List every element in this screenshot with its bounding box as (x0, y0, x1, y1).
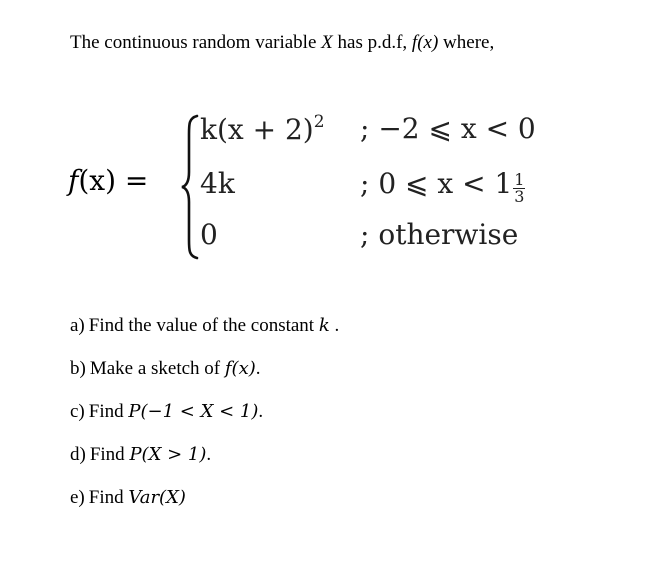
question-c-label: c) (70, 401, 85, 422)
case-1-exponent: 2 (313, 112, 325, 132)
question-e (70, 487, 186, 509)
question-a-suffix: . (329, 315, 340, 336)
case-2-fraction (513, 172, 525, 205)
question-a-text: Find the value of the constant (88, 315, 319, 336)
fraction-numerator: 1 (514, 170, 525, 189)
question-a (70, 315, 339, 337)
question-c-suffix: . (258, 401, 264, 422)
problem-intro (70, 32, 494, 54)
case-1-expr-main: k(x + 2) (200, 113, 314, 146)
case-3-condition: ; otherwise (360, 218, 519, 251)
question-b (70, 358, 261, 380)
question-c (70, 401, 263, 423)
case-3-expression: 0 (200, 218, 218, 251)
case-1-condition: ; −2 ⩽ x < 0 (360, 112, 536, 145)
case-2-condition-prefix: ; 0 ⩽ x < 1 (360, 167, 513, 200)
case-2-expression: 4k (200, 167, 235, 200)
intro-text-before: The continuous random variable (70, 32, 322, 53)
question-e-math: Var(X) (128, 487, 186, 508)
question-b-label: b) (70, 358, 86, 379)
pdf-lhs-function: f (68, 164, 79, 197)
case-2-condition (360, 167, 525, 205)
question-a-math: k (318, 315, 330, 336)
question-d-text: Find (89, 444, 130, 465)
question-d-label: d) (70, 444, 86, 465)
intro-text-middle: has p.d.f, (332, 32, 412, 53)
question-d (70, 444, 211, 466)
piecewise-pdf-definition (68, 112, 568, 260)
question-b-text: Make a sketch of (89, 358, 225, 379)
intro-text-after: where, (438, 32, 495, 53)
question-d-math: P(X > 1) (129, 444, 207, 465)
question-c-text: Find (88, 401, 129, 422)
question-c-math: P(−1 < X < 1) (128, 401, 259, 422)
question-b-suffix: . (255, 358, 261, 379)
intro-function: f(x) (411, 32, 439, 53)
fraction-denominator: 3 (514, 187, 525, 206)
left-brace-icon (180, 114, 200, 260)
question-b-math: f(x) (224, 358, 256, 379)
intro-variable: X (321, 32, 333, 53)
question-d-suffix: . (206, 444, 212, 465)
pdf-lhs (68, 164, 148, 197)
pdf-lhs-rest: (x) = (78, 164, 149, 197)
case-1-expression (200, 112, 325, 146)
question-e-text: Find (88, 487, 129, 508)
question-a-label: a) (70, 315, 85, 336)
question-e-label: e) (70, 487, 85, 508)
